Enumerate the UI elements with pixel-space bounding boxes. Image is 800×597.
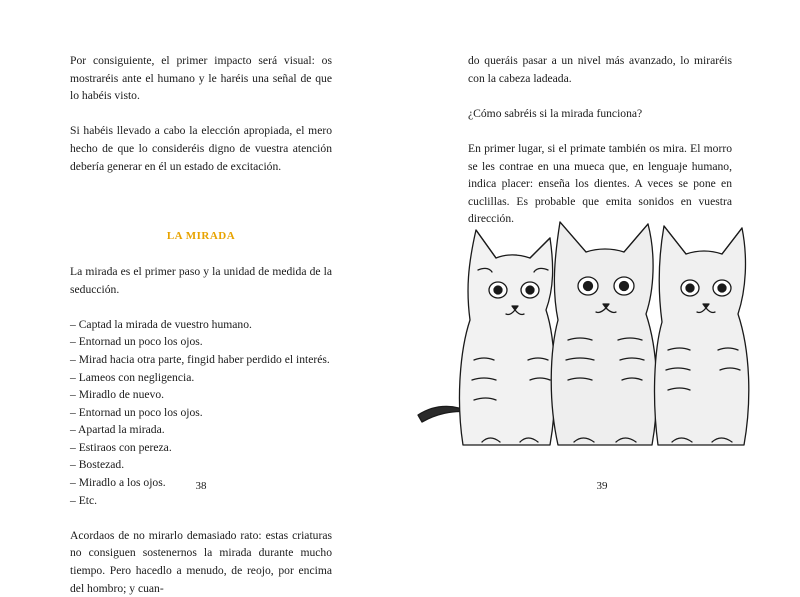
list-item: – Entornad un poco los ojos. — [70, 335, 203, 349]
list-item: – Etc. — [70, 493, 98, 507]
list-item: – Miradlo de nuevo. — [70, 388, 165, 402]
list-item: – Bostezad. — [70, 458, 125, 472]
closing-paragraph: Acordaos de no mirarlo demasiado rato: estas criaturas no consiguen sostenernos la mirada durante mucho tiempo. Pero hacedlo a menudo, de reojo, por encima del hombro; y cuan- — [70, 528, 332, 595]
left-page — [0, 0, 400, 595]
list-item: – Lameos con negligencia. — [70, 370, 195, 384]
paragraph: do queráis pasar a un nivel más avanzado, lo miraréis con la cabeza ladeada. — [468, 54, 732, 85]
question: ¿Cómo sabréis si la mirada funciona? — [468, 106, 643, 120]
three-kittens-illustration — [408, 210, 758, 450]
right-page — [400, 0, 800, 521]
left-text-column — [70, 52, 332, 597]
section-heading: LA MIRADA — [166, 229, 236, 242]
intro-paragraph: La mirada es el primer paso y la unidad de medida de la seducción. — [70, 264, 332, 296]
paragraph: En primer lugar, si el primate también os mira. El morro se les contrae en una mueca que, en lenguaje humano, indica placer: enseña los dientes. A veces se pone en cuclillas. Es probable que emita sonidos en vuestra dirección. — [468, 141, 732, 226]
list-item: – Miradlo a los ojos. — [70, 476, 166, 490]
list-item: – Apartad la mirada. — [70, 423, 165, 437]
list-item: – Estiraos con pereza. — [70, 440, 172, 454]
list-item: – Captad la mirada de vuestro humano. — [70, 317, 252, 331]
right-text-column — [468, 52, 732, 228]
paragraph: Si habéis llevado a cabo la elección apropiada, el mero hecho de que lo consideréis digno de vuestra atención debería generar en él un estado de excitación. — [70, 124, 332, 173]
list-item: – Entornad un poco los ojos. — [70, 405, 203, 419]
page-number: 38 — [195, 480, 207, 492]
paragraph: Por consiguiente, el primer impacto será visual: os mostraréis ante el humano y le haréis una señal de que lo habéis visto. — [70, 54, 332, 103]
list-item: – Mirad hacia otra parte, fingid haber perdido el interés. — [70, 352, 330, 366]
page-number: 39 — [596, 480, 608, 492]
